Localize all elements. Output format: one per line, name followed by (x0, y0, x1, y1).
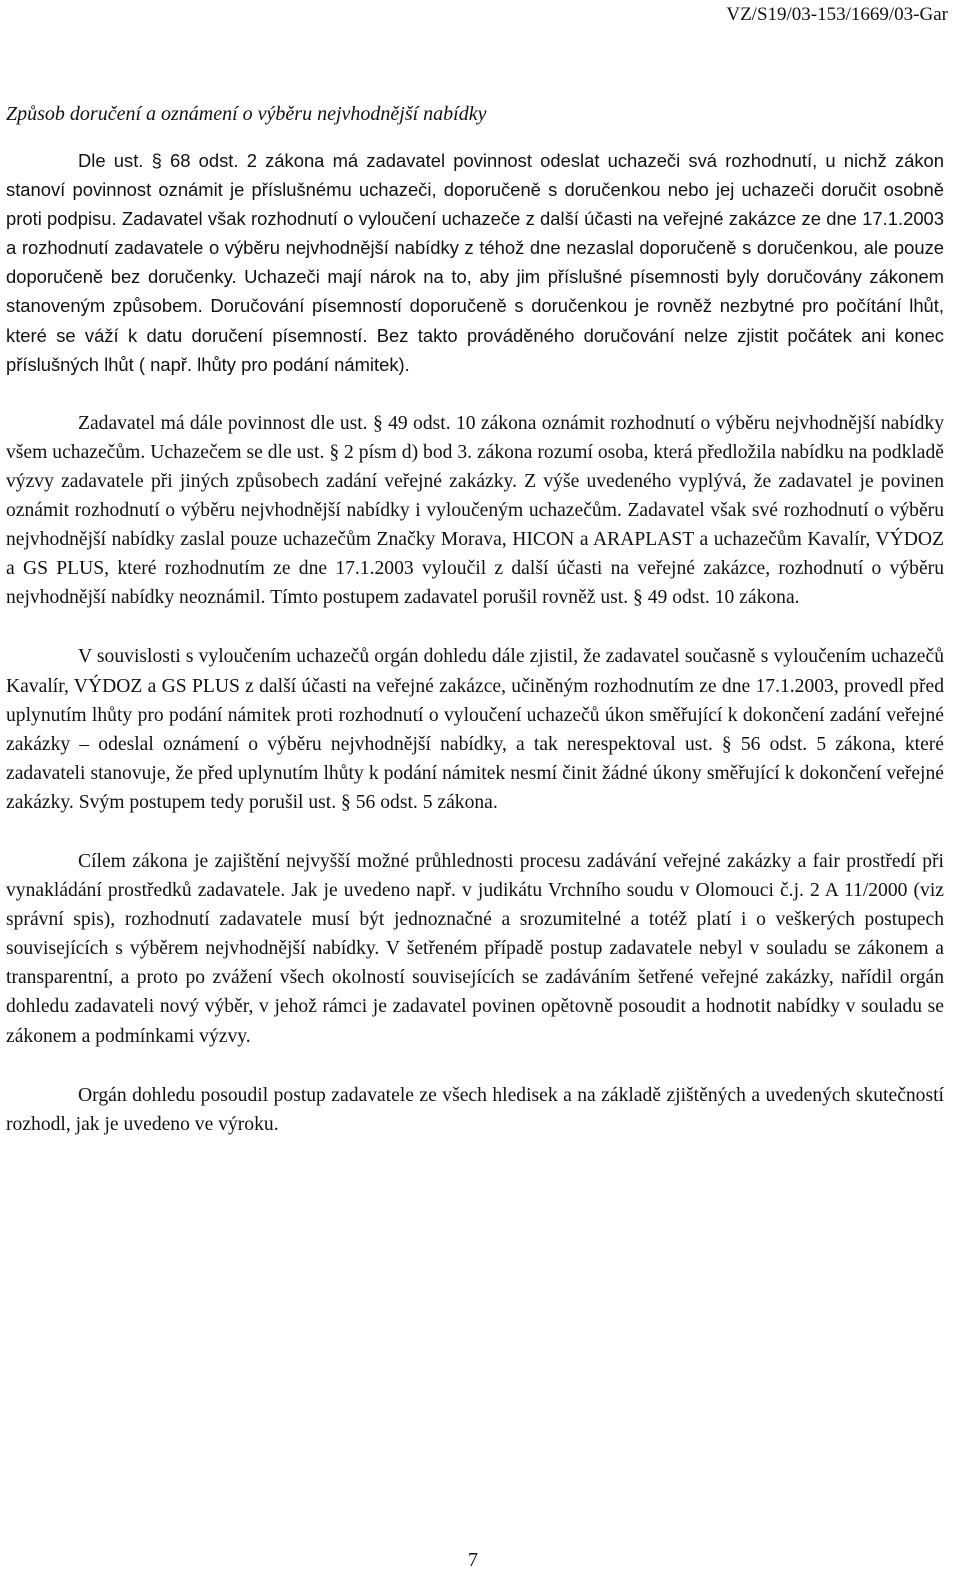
section-heading: Způsob doručení a oznámení o výběru nejvhodnější nabídky (6, 103, 487, 125)
paragraph-notification-duty: Zadavatel má dále povinnost dle ust. § 49 odst. 10 zákona oznámit rozhodnutí o výběru nejvhodnější nabídky všem uchazečům. Uchazečem se dle ust. § 2 písm d) bod 3. zákona rozumí osoba, která předložila nabídku na podkladě výzvy zadavatele při jiných způsobech zadání veřejné zakázky. Z výše uvedeného vyplývá, že zadavatel je povinen oznámit rozhodnutí o výběru nejvhodnější nabídky i vyloučeným uchazečům. Zadavatel však své rozhodnutí o výběru nejvhodnější nabídky zaslal pouze uchazečům Značky Morava, HICON a ARAPLAST a uchazečům Kavalír, VÝDOZ a GS PLUS, které rozhodnutím ze dne 17.1.2003 vyloučil z další účasti na veřejné zakázce, rozhodnutí o výběru nejvhodnější nabídky neoznámil. Tímto postupem zadavatel porušil rovněž ust. § 49 odst. 10 zákona. (6, 412, 944, 609)
paragraph-delivery-method: Dle ust. § 68 odst. 2 zákona má zadavatel povinnost odeslat uchazeči svá rozhodnutí, u nichž zákon stanoví povinnost oznámit je příslušnému uchazeči, doporučeně s doručenkou nebo jej uchazeči doručit osobně proti podpisu. Zadavatel však rozhodnutí o vyloučení uchazeče z další účasti na veřejné zakázce ze dne 17.1.2003 a rozhodnutí zadavatele o výběru nejvhodnější nabídky z téhož dne nezaslal doporučeně s doručenkou, ale pouze doporučeně bez doručenky. Uchazeči mají nárok na to, aby jim příslušné písemnosti byly doručovány zákonem stanoveným způsobem. Doručování písemností doporučeně s doručenkou je rovněž nezbytné pro počítání lhůt, které se váží k datu doručení písemností. Bez takto prováděného doručování nelze zjistit počátek ani konec příslušných lhůt ( např. lhůty pro podání námitek). (6, 150, 944, 375)
document-reference: VZ/S19/03-153/1669/03-Gar (726, 4, 948, 25)
page-number: 7 (468, 1549, 478, 1571)
paragraph-exclusion-finding: V souvislosti s vyloučením uchazečů orgán dohledu dále zjistil, že zadavatel současně s vyloučením uchazečů Kavalír, VÝDOZ a GS PLUS z další účasti na veřejné zakázce, učiněným rozhodnutím ze dne 17.1.2003, provedl před uplynutím lhůty pro podání námitek proti rozhodnutí o vyloučení uchazečů úkon směřující k dokončení zadání veřejné zakázky – odeslal oznámení o výběru nejvhodnější nabídky, a tak nerespektoval ust. § 56 odst. 5 zákona, které zadavateli stanovuje, že před uplynutím lhůty k podání námitek nesmí činit žádné úkony směřující k dokončení veřejné zakázky. Svým postupem tedy porušil ust. § 56 odst. 5 zákona. (6, 646, 944, 813)
paragraph-conclusion: Orgán dohledu posoudil postup zadavatele ze všech hledisek a na základě zjištěných a uvedených skutečností rozhodl, jak je uvedeno ve výroku. (6, 1084, 944, 1135)
document-body (6, 146, 944, 1139)
paragraph-transparency: Cílem zákona je zajištění nejvyšší možné průhlednosti procesu zadávání veřejné zakázky a fair prostředí při vynakládání prostředků zadavatele. Jak je uvedeno např. v judikátu Vrchního soudu v Olomouci č.j. 2 A 11/2000 (viz správní spis), rozhodnutí zadavatele musí být jednoznačné a srozumitelné a totéž platí i o veškerých postupech souvisejících s výběrem nejvhodnější nabídky. V šetřeném případě postup zadavatele nebyl v souladu se zákonem a transparentní, a proto po zvážení všech okolností souvisejících se zadáváním šetřené veřejné zakázky, nařídil orgán dohledu zadavateli nový výběr, v jehož rámci je zadavatel povinen opětovně posoudit a hodnotit nabídky v souladu se zákonem a podmínkami výzvy. (6, 850, 944, 1047)
